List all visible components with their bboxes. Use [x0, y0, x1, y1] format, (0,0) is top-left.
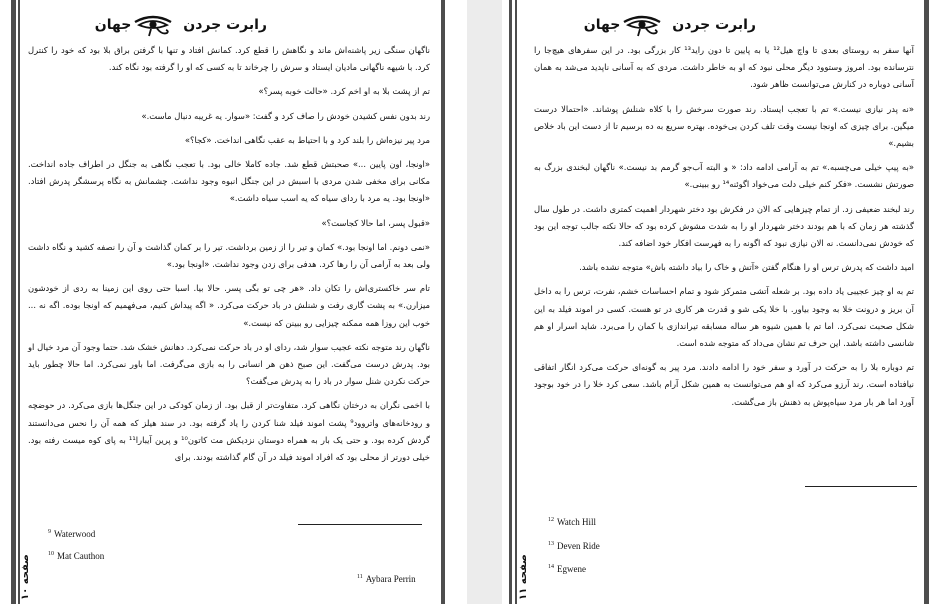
book-subtitle: جهان: [583, 17, 621, 33]
footnote: [357, 574, 416, 584]
footnote: [48, 551, 104, 561]
paragraph: ناگهان سنگی زیر پاشنه‌اش ماند و نگاهش را قطع کرد. کمانش افتاد و تنها با گرفتن براق بلا بود که خود را کنترل کرد. با شیهه ناگهانی مادیان ایستاد و سرش را چرخاند تا به کسی که او را گرفته بود نگاه کند.: [28, 45, 430, 73]
footnote-number: 14: [548, 564, 554, 570]
paragraph: آنها سفر به روستای بعدی تا واچ هیل¹² یا به پایین تا دون راید¹³ کار بزرگی بود. در این سفرهای هیچ‌جا را نترسانده بود. امروز وستوود دیگر محلی نبود که او به خاطر داشت. مردی که به آسانی ناپدید می‌شد به همان آسانی دوباره در کنارش می‌توانست ظاهر شود.: [534, 45, 914, 90]
right-page-bar-right: [924, 0, 929, 604]
left-page-header: [87, 10, 267, 40]
paragraph: «نه پدر نیازی نیست.» تم با تعجب ایستاد. رند صورت سرخش را با کلاه شنلش پوشاند. «احتمالا درست میگین. برای چیزی که اونجا نیست وقت تلف کردن بی‌خوده. بهتره سریع به ده برسیم تا از دست این باد خلاص بشیم.»: [534, 103, 914, 149]
paragraph: تام سر خاکستری‌اش را تکان داد. «هر چی تو بگی پسر. حالا بیا. اسبا حتی روی این زمینا به ردی از خودشون میزارن.» به پشت گاری رفت و شنلش در باد حرکت می‌کرد. « اگه پیداش کنیم، می‌فهمیم که اونجا بوده. اگه نه ... خوب این روزا همه ممکنه چیزایی رو ببینن که نیست.»: [28, 283, 430, 328]
left-page-body: [28, 42, 430, 473]
footnote-number: 11: [357, 574, 363, 580]
eye-of-horus-icon: [131, 13, 175, 37]
right-page-bar-inner: [515, 0, 517, 604]
footnote-text: Deven Ride: [557, 541, 600, 551]
footnote-separator: [805, 486, 917, 487]
left-page-bar-inner: [18, 0, 20, 604]
paragraph: رند لبخند ضعیفی زد. از تمام چیزهایی که الان در فکرش بود دختر شهردار اهمیت کمتری داشت. در طول سال گذشته هر زمان که با هم بودند دختر شهردار او را به شدت مشوش کرده بود که حالا نکته جالب توجه این بود که خودش نمی‌دانست. نه الان نیازی نبود که اگونه را به فهرست افکار خود اضافه کند.: [534, 203, 914, 249]
footnote-separator: [298, 524, 422, 525]
book-title: رابرت جردن: [672, 17, 756, 33]
paragraph: «به پیپ خیلی می‌چسبه.» تم به آرامی ادامه داد: « و البته آب‌جو گرمم بد نیست.» ناگهان لبخندی بزرگ به صورتش نشست. «فکر کنم خیلی دلت می‌خواد اگوئنه¹⁴ رو ببینی.»: [534, 162, 914, 190]
footnote-text: Egwene: [557, 564, 586, 574]
book-subtitle: جهان: [94, 17, 132, 33]
eye-of-horus-icon: [620, 13, 664, 37]
paragraph: امید داشت که پدرش ترس او را هنگام گفتن «آتش و خاک را بیاد داشته باش» متوجه نشده باشد.: [579, 262, 914, 273]
book-title: رابرت جردن: [183, 17, 267, 33]
paragraph: رند بدون نفس کشیدن خودش را صاف کرد و گفت: «سوار. یه غریبه دنبال ماست.»: [141, 110, 430, 121]
right-page-header: [576, 10, 756, 40]
right-page-bar-outer: [509, 0, 512, 604]
page-gutter: [467, 0, 502, 604]
footnote-text: Aybara Perrin: [365, 574, 416, 584]
footnote-text: Watch Hill: [557, 517, 597, 527]
footnote-text: Mat Cauthon: [57, 551, 105, 561]
paragraph: ناگهان رند متوجه نکته عجیب سوار شد، ردای او در باد حرکت نمی‌کرد. دهانش خشک شد. حتما وجود آن مرد خیال او بود. پدرش درست می‌گفت. این صبح ذهن هر انسانی را به بازی می‌گرفت. اما باور نمی‌کرد. اما حالا چطور باید حرکت نکردن شنل سوار در باد را به پدرش می‌گفت؟: [28, 341, 430, 387]
footnote: [548, 564, 586, 574]
footnote-number: 13: [548, 541, 554, 547]
left-page: [0, 0, 467, 604]
footnote-number: 9: [48, 529, 51, 535]
paragraph: با اخمی نگران به درختان نگاهی کرد. متفاوت‌تر از قبل بود. از زمان کودکی در این جنگل‌ها بازی می‌کرد. در حوضچه و رودخانه‌های واتروود⁹ پشت اموند فیلد شنا کردن را یاد گرفته بود. در سند هیلز که همه آن را نحس می‌دانستند گردش کرده بود. و حتی یک بار به همراه دوستان نزدیکش مت کاتون¹⁰ و پرین آیبارا¹¹ به پای کوه میست رفته بود. خیلی دورتر از محلی بود که افراد اموند فیلد در آن گام گذاشته بودند. برای: [28, 400, 430, 463]
right-page: [502, 0, 938, 604]
paragraph: تم دوباره بلا را به حرکت در آورد و سفر خود را ادامه دادند. مرد پیر به گونه‌ای حرکت می‌کرد انگار اتفاقی نیافتاده است. رند آرزو می‌کرد که او هم می‌توانست به همین شکل آرام باشد. سعی کرد خلا را در خود بوجود آورد اما هر بار مرد سیاه‌پوش به ذهنش باز می‌گشت.: [534, 362, 914, 407]
paragraph: مرد پیر نیزه‌اش را بلند کرد و با احتیاط به عقب نگاهی انداخت. «کجا؟»: [184, 134, 430, 145]
page-number: صفحه ۱۰: [20, 554, 31, 600]
page-number: صفحه ۱۱: [518, 554, 529, 600]
paragraph: «اونجا، اون پایین ...» صحبتش قطع شد. جاده کاملا خالی بود. با تعجب نگاهی به جنگل در اطراف جاده انداخت. مکانی برای مخفی شدن مردی با اسبش در این جنگل انبوه وجود نداشت. چشمانش به نگاه پرسشگر پدرش افتاد. «اونجا بود. یه مرد با ردای سیاه که یه اسب سیاه داشت.»: [28, 159, 430, 204]
paragraph: «قبول پسر، اما حالا کجاست؟»: [321, 217, 430, 228]
footnote-number: 12: [548, 517, 554, 523]
footnote: [548, 517, 596, 527]
footnote-text: Waterwood: [54, 529, 96, 539]
left-page-bar-right: [441, 0, 445, 604]
footnote-number: 10: [48, 551, 54, 557]
footnote: [548, 541, 600, 551]
paragraph: تم به او چیز عجیبی یاد داده بود. بر شعله آتشی متمرکز شود و تمام احساسات خشم، نفرت، ترس را به داخل آن بریز و درونت خلا به وجود بیاور. با خلا یکی شو و قدرت هر کاری در تو هست. کسی در اموند فیلد به این شکل صحبت نمی‌کرد. اما تم با همین شیوه هر ساله مسابقه تیراندازی با کمان را می‌برد. شاید اسرار او هم شانسی داشته باشد. این حرف تم نشان می‌داد که متوجه شده است.: [534, 286, 914, 349]
paragraph: تم از پشت بلا به او اخم کرد. «حالت خوبه پسر؟»: [258, 86, 430, 97]
paragraph: «نمی دونم. اما اونجا بود.» کمان و تیر را از زمین برداشت. تیر را بر کمان گذاشت و آن را نصفه کشید و نگاه داشت ولی بعد به آرامی آن را رها کرد. هدفی برای زدن وجود نداشت. «اونجا بود.»: [28, 241, 430, 270]
footnote: [48, 529, 95, 539]
left-page-bar-outer: [11, 0, 16, 604]
right-page-body: [534, 42, 914, 418]
